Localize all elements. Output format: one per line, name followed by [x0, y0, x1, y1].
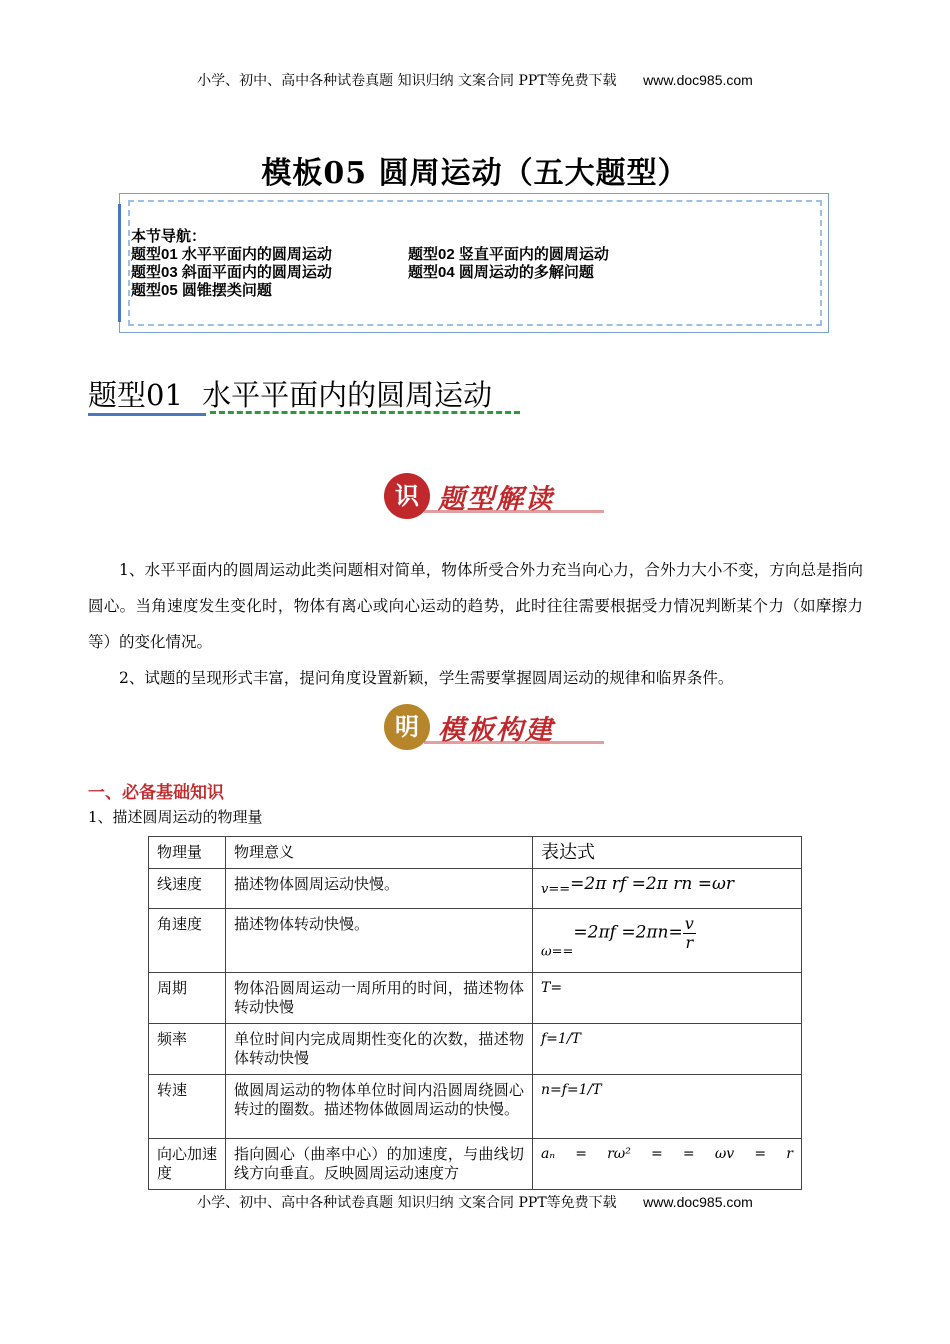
section-underline-dashed: [210, 411, 520, 414]
expr-part: =2πf =2πn=: [573, 922, 683, 943]
table-row: [149, 1075, 802, 1139]
page-header: [0, 70, 950, 90]
quantity-meaning: 做圆周运动的物体单位时间内沿圆周绕圆心转过的圈数。描述物体做圆周运动的快慢。: [226, 1075, 533, 1139]
quantity-name: 转速: [149, 1075, 226, 1139]
quantity-name: 线速度: [149, 869, 226, 909]
quantity-meaning: 指向圆心（曲率中心）的加速度，与曲线切线方向垂直。反映圆周运动速度方: [226, 1139, 533, 1190]
section-underline-blue: [88, 413, 206, 416]
quantity-meaning: 描述物体转动快慢。: [226, 909, 533, 973]
footer-site: www.doc985.com: [643, 1194, 753, 1210]
nav-left-accent: [118, 204, 121, 322]
quantity-meaning: 描述物体圆周运动快慢。: [226, 869, 533, 909]
quantity-meaning: 物体沿圆周运动一周所用的时间，描述物体转动快慢: [226, 973, 533, 1024]
table-row: [149, 869, 802, 909]
quantity-expression: n=f=1/T: [533, 1075, 802, 1139]
expr-part: =: [754, 1146, 767, 1162]
table-row: [149, 909, 802, 973]
quantity-meaning: 单位时间内完成周期性变化的次数，描述物体转动快慢: [226, 1024, 533, 1075]
nav-item-2[interactable]: 题型02 竖直平面内的圆周运动: [408, 246, 609, 263]
header-site: www.doc985.com: [643, 72, 753, 88]
fraction: [683, 915, 696, 952]
quantity-name: 周期: [149, 973, 226, 1024]
table-row: [149, 1139, 802, 1190]
expr-part: =: [575, 1146, 587, 1162]
quantity-expression: [533, 1139, 802, 1190]
badge-underline: [424, 741, 604, 744]
quantity-expression: T=: [533, 973, 802, 1024]
table-header-row: [149, 837, 802, 869]
expr-part: =2π rf =2π rn =ωr: [570, 874, 734, 894]
expr-part: aₙ: [541, 1146, 556, 1162]
expr-part: r: [786, 1146, 793, 1162]
table-header-cell: 物理意义: [226, 837, 533, 869]
expr-part: =: [651, 1146, 663, 1162]
knowledge-subheading: 1、描述圆周运动的物理量: [88, 808, 263, 826]
nav-heading: 本节导航：: [131, 228, 207, 245]
frac-denominator: r: [685, 933, 694, 952]
document-title: 模板05 圆周运动（五大题型）: [261, 156, 689, 191]
nav-item-1[interactable]: 题型01 水平平面内的圆周运动: [131, 246, 332, 263]
badge-label: 题型解读: [438, 484, 554, 515]
nav-item-4[interactable]: 题型04 圆周运动的多解问题: [408, 264, 594, 281]
paragraph-1: 1、水平平面内的圆周运动此类问题相对简单，物体所受合外力充当向心力，合外力大小不变，方向总是指向圆心。当角速度发生变化时，物体有离心或向心运动的趋势，此时往往需要根据受力情况判断某个力（如摩擦力等）的变化情况。: [88, 561, 863, 651]
quantity-name: 角速度: [149, 909, 226, 973]
badge-underline: [424, 510, 604, 513]
badge-circle-icon: 明: [384, 704, 430, 750]
section-name: 水平平面内的圆周运动: [202, 378, 493, 412]
table-row: [149, 973, 802, 1024]
badge-circle-icon: 识: [384, 473, 430, 519]
physics-quantities-table: [148, 836, 802, 1190]
badge-template-build: [384, 704, 584, 750]
page-footer: [0, 1192, 950, 1212]
paragraph-2: 2、试题的呈现形式丰富，提问角度设置新颖，学生需要掌握圆周运动的规律和临界条件。: [119, 669, 734, 687]
table-header-cell: 物理量: [149, 837, 226, 869]
section-title: [88, 373, 492, 414]
expr-part: v==: [541, 882, 571, 897]
frac-numerator: v: [684, 914, 694, 933]
quantity-name: 向心加速度: [149, 1139, 226, 1190]
section-number: 题型01: [88, 378, 183, 412]
knowledge-heading: 一、必备基础知识: [88, 783, 224, 803]
expr-part: ωv: [714, 1146, 735, 1162]
table-row: [149, 1024, 802, 1075]
nav-item-5[interactable]: 题型05 圆锥摆类问题: [131, 282, 272, 299]
expr-part: rω²: [607, 1146, 631, 1162]
header-text: 小学、初中、高中各种试卷真题 知识归纳 文案合同 PPT等免费下载: [197, 73, 617, 89]
footer-text: 小学、初中、高中各种试卷真题 知识归纳 文案合同 PPT等免费下载: [197, 1195, 617, 1211]
quantity-expression: [533, 869, 802, 909]
expr-part: ω==: [541, 944, 574, 960]
quantity-expression: [533, 909, 802, 973]
nav-item-3[interactable]: 题型03 斜面平面内的圆周运动: [131, 264, 332, 281]
quantity-expression: f=1/T: [533, 1024, 802, 1075]
quantity-name: 频率: [149, 1024, 226, 1075]
badge-label: 模板构建: [438, 715, 554, 746]
expr-part: =: [682, 1146, 695, 1162]
table-header-cell: 表达式: [533, 837, 802, 869]
badge-question-analysis: [384, 473, 584, 519]
